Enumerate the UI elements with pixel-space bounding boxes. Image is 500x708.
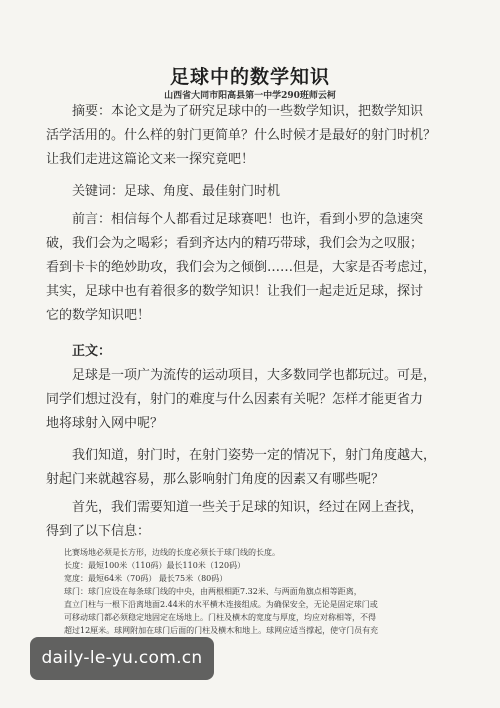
quote-line: 比赛场地必须是长方形，边线的长度必须长于球门线的长度。 <box>64 548 280 557</box>
body-line: 足球是一项广为流传的运动项目，大多数同学也都玩过。可是， <box>72 368 437 383</box>
site-watermark: daily-le-yu.com.cn <box>30 637 214 680</box>
quote-line: 直立门柱与一根下沿离地面2.44米的水平横木连接组成。为确保安全，无论是固定球门或 <box>64 600 378 609</box>
paper-title: 足球中的数学知识 <box>169 66 330 88</box>
preface-line: 破，我们会为之喝彩；看到齐达内的精巧带球，我们会为之叹服； <box>46 236 424 251</box>
rules-quote-block <box>64 546 434 637</box>
body-line: 我们知道，射门时，在射门姿势一定的情况下，射门角度越大， <box>72 448 437 463</box>
paper-byline: 山西省大同市阳高县第一中学290班师云柯 <box>164 91 336 101</box>
quote-line: 超过12厘米。球网附加在球门后面的门柱及横木和地上。球网应适当撑起，使守门员有充 <box>64 626 379 635</box>
abstract-line: 活学活用的。什么样的射门更简单？什么时候才是最好的射门时机？ <box>46 128 437 143</box>
abstract-line: 让我们走进这篇论文来一探究竟吧！ <box>46 152 255 167</box>
body-line: 射起门来就越容易，那么影响射门角度的因素又有哪些呢？ <box>46 472 385 487</box>
quote-line: 球门：球门应设在每条球门线的中央，由两根相距7.32米、与两面角旗点相等距离， <box>64 587 362 596</box>
body-line: 地将球射入网中呢？ <box>46 416 164 431</box>
preface-line: 前言：相信每个人都看过足球赛吧！也许，看到小罗的急速突 <box>72 212 424 227</box>
body-label: 正文： <box>72 344 112 359</box>
quote-line: 长度：最短100米（110码）最长110米（120码） <box>64 561 246 570</box>
preface-paragraph <box>46 208 456 328</box>
preface-line: 看到卡卡的绝妙助攻，我们会为之倾倒……但是，大家是否考虑过， <box>46 260 437 275</box>
preface-line: 它的数学知识吧！ <box>46 308 151 323</box>
body-line: 首先，我们需要知道一些关于足球的知识，经过在网上查找， <box>72 500 424 515</box>
keywords-paragraph <box>46 180 456 204</box>
body-paragraph-3 <box>46 496 456 544</box>
abstract-line: 摘要：本论文是为了研究足球中的一些数学知识，把数学知识 <box>72 104 424 119</box>
body-line: 得到了以下信息： <box>46 524 151 539</box>
abstract-paragraph <box>46 100 456 172</box>
quote-line: 宽度：最短64米（70码） 最长75米（80码） <box>64 574 228 583</box>
body-paragraph-1 <box>46 364 456 436</box>
quote-line: 可移动球门都必须稳定地固定在场地上。门柱及横木的宽度与厚度，均应对称相等，不得 <box>64 613 376 622</box>
keywords-line: 关键词：足球、角度、最佳射门时机 <box>72 184 281 199</box>
body-line: 同学们想过没有，射门的难度与什么因素有关呢？怎样才能更省力 <box>46 392 424 407</box>
body-label-paragraph <box>46 340 456 364</box>
body-paragraph-2 <box>46 444 456 492</box>
preface-line: 其实，足球中也有着很多的数学知识！让我们一起走近足球，探讨 <box>46 284 424 299</box>
